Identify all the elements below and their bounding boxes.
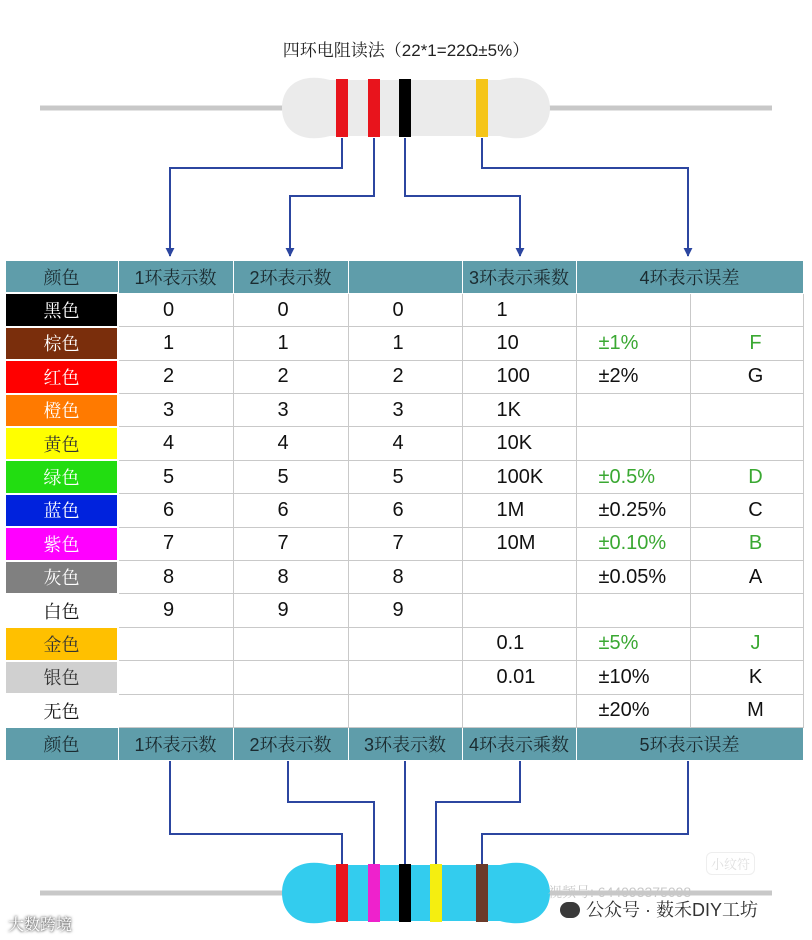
digit-cell: 9 xyxy=(348,594,462,627)
table-row xyxy=(5,293,803,326)
digit-cell: 1 xyxy=(118,327,233,360)
tolerance-cell: ±0.25% xyxy=(576,494,690,527)
color-swatch: 无色 xyxy=(5,694,118,727)
table-header-row xyxy=(5,727,803,760)
multiplier-cell: 10 xyxy=(462,327,576,360)
tolerance-cell: ±5% xyxy=(576,627,690,660)
header-cell: 5环表示误差 xyxy=(576,727,803,760)
bottom-band-4 xyxy=(430,864,442,922)
table-row xyxy=(5,427,803,460)
color-swatch: 白色 xyxy=(5,594,118,627)
watermark-account xyxy=(560,896,758,922)
table-row xyxy=(5,360,803,393)
digit-cell: 4 xyxy=(348,427,462,460)
color-swatch: 灰色 xyxy=(5,561,118,594)
digit-cell xyxy=(233,661,348,694)
watermark-faint: 视频号: 644093375098 xyxy=(548,884,692,900)
digit-cell: 3 xyxy=(348,394,462,427)
bottom-arrows xyxy=(170,750,688,864)
color-swatch: 黑色 xyxy=(5,293,118,326)
table-row xyxy=(5,627,803,660)
digit-cell: 7 xyxy=(233,527,348,560)
header-cell: 2环表示数 xyxy=(233,261,348,294)
arrow-band3-top xyxy=(405,138,520,256)
table-row xyxy=(5,460,803,493)
table-header-row xyxy=(5,261,803,294)
top-band-4 xyxy=(476,79,488,137)
tolerance-cell xyxy=(576,427,690,460)
digit-cell: 3 xyxy=(233,394,348,427)
arrow-band1-bottom xyxy=(170,750,342,864)
arrow-band5-bottom xyxy=(482,750,688,864)
color-swatch: 金色 xyxy=(5,627,118,660)
digit-cell: 6 xyxy=(233,494,348,527)
bottom-band-3 xyxy=(399,864,411,922)
table-row xyxy=(5,694,803,727)
multiplier-cell: 0.01 xyxy=(462,661,576,694)
color-swatch: 蓝色 xyxy=(5,494,118,527)
bottom-band-5 xyxy=(476,864,488,922)
header-cell: 1环表示数 xyxy=(118,261,233,294)
tolerance-code-cell: F xyxy=(690,327,803,360)
table-row xyxy=(5,661,803,694)
multiplier-cell: 1 xyxy=(462,293,576,326)
digit-cell: 1 xyxy=(233,327,348,360)
table-row xyxy=(5,527,803,560)
digit-cell: 8 xyxy=(233,561,348,594)
diagram-title: 四环电阻读法（22*1=22Ω±5%） xyxy=(282,41,530,60)
multiplier-cell: 10M xyxy=(462,527,576,560)
top-band-1 xyxy=(336,79,348,137)
digit-cell: 8 xyxy=(348,561,462,594)
digit-cell: 6 xyxy=(348,494,462,527)
tolerance-code-cell: M xyxy=(690,694,803,727)
header-cell: 颜色 xyxy=(5,727,118,760)
tolerance-code-cell xyxy=(690,394,803,427)
digit-cell: 4 xyxy=(233,427,348,460)
tolerance-cell: ±0.5% xyxy=(576,460,690,493)
watermark-account-text: 公众号 · 薮禾DIY工坊 xyxy=(586,900,759,920)
digit-cell: 9 xyxy=(233,594,348,627)
digit-cell: 8 xyxy=(118,561,233,594)
tolerance-cell xyxy=(576,594,690,627)
digit-cell xyxy=(233,627,348,660)
multiplier-cell: 100 xyxy=(462,360,576,393)
tolerance-cell: ±0.05% xyxy=(576,561,690,594)
bottom-resistor-body xyxy=(282,863,550,924)
tolerance-code-cell: D xyxy=(690,460,803,493)
bottom-band-1 xyxy=(336,864,348,922)
multiplier-cell: 100K xyxy=(462,460,576,493)
digit-cell: 7 xyxy=(118,527,233,560)
header-cell xyxy=(348,261,462,294)
digit-cell: 3 xyxy=(118,394,233,427)
header-cell: 3环表示乘数 xyxy=(462,261,576,294)
header-cell: 4环表示乘数 xyxy=(462,727,576,760)
table-row xyxy=(5,594,803,627)
arrow-band2-bottom xyxy=(288,750,374,864)
digit-cell: 5 xyxy=(118,460,233,493)
color-code-table xyxy=(4,260,804,761)
tolerance-code-cell xyxy=(690,427,803,460)
tolerance-code-cell xyxy=(690,293,803,326)
table-row xyxy=(5,494,803,527)
digit-cell: 6 xyxy=(118,494,233,527)
table-row xyxy=(5,394,803,427)
digit-cell: 5 xyxy=(348,460,462,493)
color-swatch: 绿色 xyxy=(5,460,118,493)
multiplier-cell: 0.1 xyxy=(462,627,576,660)
watermark-left: 大数跨境 xyxy=(8,917,73,934)
digit-cell xyxy=(233,694,348,727)
multiplier-cell: 10K xyxy=(462,427,576,460)
arrow-band4-bottom xyxy=(436,750,520,864)
arrow-band2-top xyxy=(290,138,374,256)
tolerance-cell: ±10% xyxy=(576,661,690,694)
header-cell: 1环表示数 xyxy=(118,727,233,760)
wechat-icon xyxy=(560,902,580,918)
digit-cell: 0 xyxy=(233,293,348,326)
digit-cell xyxy=(348,694,462,727)
multiplier-cell: 1K xyxy=(462,394,576,427)
top-resistor xyxy=(40,78,772,139)
watermark-badge: 小纹符 xyxy=(706,852,755,875)
digit-cell: 7 xyxy=(348,527,462,560)
header-cell: 3环表示数 xyxy=(348,727,462,760)
top-band-2 xyxy=(368,79,380,137)
tolerance-cell: ±2% xyxy=(576,360,690,393)
tolerance-code-cell: G xyxy=(690,360,803,393)
multiplier-cell xyxy=(462,694,576,727)
tolerance-code-cell: K xyxy=(690,661,803,694)
tolerance-cell xyxy=(576,394,690,427)
tolerance-code-cell: B xyxy=(690,527,803,560)
digit-cell: 2 xyxy=(118,360,233,393)
digit-cell: 5 xyxy=(233,460,348,493)
top-band-3 xyxy=(399,79,411,137)
color-swatch: 棕色 xyxy=(5,327,118,360)
digit-cell xyxy=(118,661,233,694)
color-swatch: 紫色 xyxy=(5,527,118,560)
header-cell: 2环表示数 xyxy=(233,727,348,760)
digit-cell xyxy=(118,694,233,727)
top-resistor-body xyxy=(282,78,550,139)
digit-cell: 4 xyxy=(118,427,233,460)
digit-cell: 2 xyxy=(348,360,462,393)
tolerance-cell: ±0.10% xyxy=(576,527,690,560)
tolerance-code-cell: C xyxy=(690,494,803,527)
color-swatch: 红色 xyxy=(5,360,118,393)
digit-cell: 2 xyxy=(233,360,348,393)
digit-cell xyxy=(348,661,462,694)
digit-cell: 1 xyxy=(348,327,462,360)
tolerance-code-cell xyxy=(690,594,803,627)
tolerance-code-cell: J xyxy=(690,627,803,660)
tolerance-code-cell: A xyxy=(690,561,803,594)
digit-cell: 9 xyxy=(118,594,233,627)
color-swatch: 银色 xyxy=(5,661,118,694)
tolerance-cell: ±20% xyxy=(576,694,690,727)
color-swatch: 橙色 xyxy=(5,394,118,427)
header-cell: 颜色 xyxy=(5,261,118,294)
multiplier-cell xyxy=(462,594,576,627)
tolerance-cell: ±1% xyxy=(576,327,690,360)
digit-cell: 0 xyxy=(118,293,233,326)
table-row xyxy=(5,327,803,360)
header-cell: 4环表示误差 xyxy=(576,261,803,294)
multiplier-cell: 1M xyxy=(462,494,576,527)
digit-cell xyxy=(348,627,462,660)
digit-cell: 0 xyxy=(348,293,462,326)
bottom-band-2 xyxy=(368,864,380,922)
table-row xyxy=(5,561,803,594)
color-swatch: 黄色 xyxy=(5,427,118,460)
tolerance-cell xyxy=(576,293,690,326)
multiplier-cell xyxy=(462,561,576,594)
digit-cell xyxy=(118,627,233,660)
top-arrows xyxy=(170,138,688,256)
